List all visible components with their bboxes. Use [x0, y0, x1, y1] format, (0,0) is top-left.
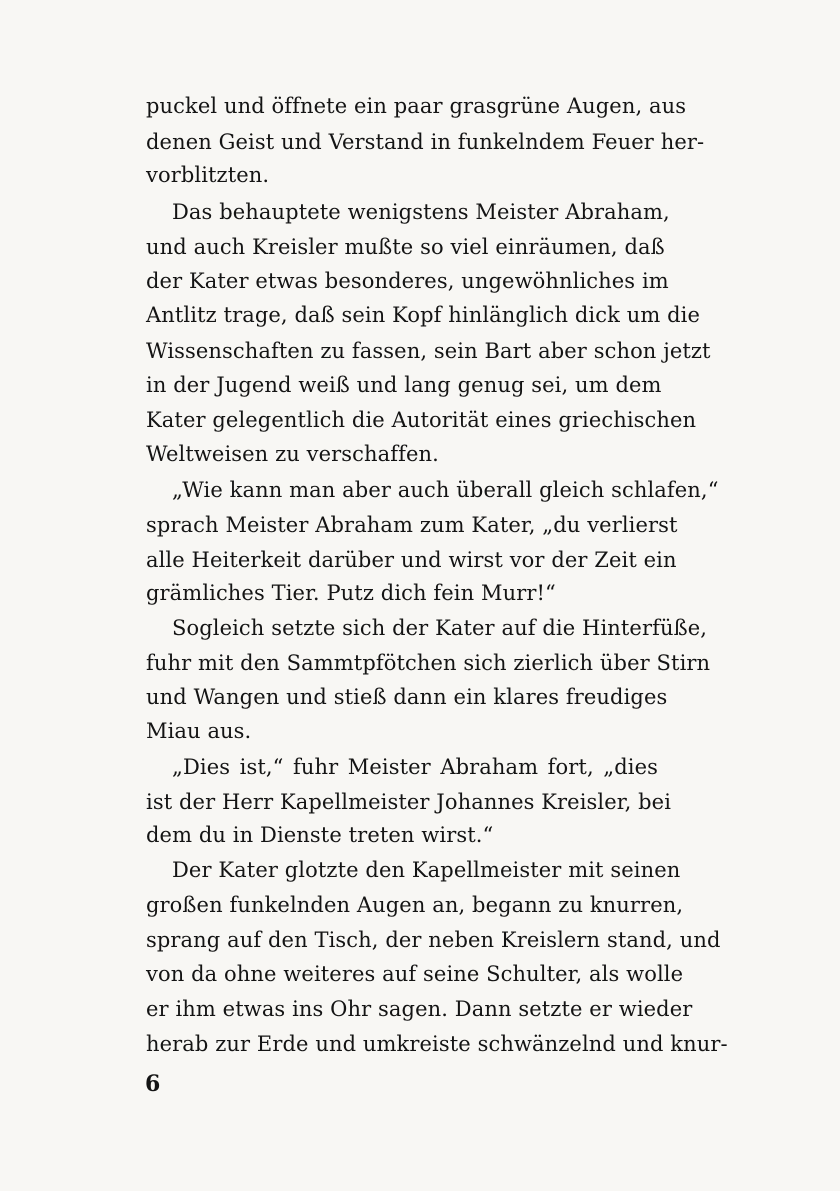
text-line-24: großen funkelnden Augen an, begann zu knurren, — [146, 893, 684, 917]
text-line-17: fuhr mit den Sammtpfötchen sich zierlich über Stirn — [146, 651, 711, 675]
text-line-12: „Wie kann man aber auch überall gleich schlafen,“ — [172, 478, 719, 502]
text-line-26: von da ohne weiteres auf seine Schulter, als wolle — [146, 962, 684, 986]
text-line-19: Miau aus. — [146, 719, 252, 743]
text-line-7: Antlitz trage, daß sein Kopf hinlänglich dick um die — [146, 303, 700, 327]
text-line-22: dem du in Dienste treten wirst.“ — [146, 823, 494, 847]
text-line-27: er ihm etwas ins Ohr sagen. Dann setzte er wieder — [146, 997, 693, 1021]
text-line-1: puckel und öffnete ein paar grasgrüne Augen, aus — [146, 94, 687, 118]
text-line-28: herab zur Erde und umkreiste schwänzelnd und knur- — [146, 1032, 728, 1056]
text-line-20: „Dies ist,“ fuhr Meister Abraham fort, „dies — [172, 755, 658, 779]
page-number: 6 — [145, 1071, 161, 1097]
text-line-14: alle Heiterkeit darüber und wirst vor der Zeit ein — [146, 548, 677, 572]
text-line-3: vorblitzten. — [146, 163, 270, 187]
text-line-21: ist der Herr Kapellmeister Johannes Kreisler, bei — [146, 790, 672, 814]
text-line-18: und Wangen und stieß dann ein klares freudiges — [146, 685, 668, 709]
text-line-16: Sogleich setzte sich der Kater auf die Hinterfüße, — [172, 616, 708, 640]
text-line-25: sprang auf den Tisch, der neben Kreislern stand, und — [146, 928, 721, 952]
text-line-9: in der Jugend weiß und lang genug sei, um dem — [146, 373, 662, 397]
text-line-11: Weltweisen zu verschaffen. — [146, 442, 439, 466]
text-line-23: Der Kater glotzte den Kapellmeister mit seinen — [172, 858, 681, 882]
text-line-4: Das behauptete wenigstens Meister Abraham, — [172, 200, 670, 224]
text-line-15: grämliches Tier. Putz dich fein Murr!“ — [146, 581, 556, 605]
text-line-2: denen Geist und Verstand in funkelndem Feuer her- — [146, 130, 705, 154]
text-line-8: Wissenschaften zu fassen, sein Bart aber schon jetzt — [146, 339, 711, 363]
text-line-6: der Kater etwas besonderes, ungewöhnliches im — [146, 269, 669, 293]
text-line-13: sprach Meister Abraham zum Kater, „du verlierst — [146, 513, 678, 537]
text-line-5: und auch Kreisler mußte so viel einräumen, daß — [146, 235, 665, 259]
text-line-10: Kater gelegentlich die Autorität eines griechischen — [146, 408, 697, 432]
